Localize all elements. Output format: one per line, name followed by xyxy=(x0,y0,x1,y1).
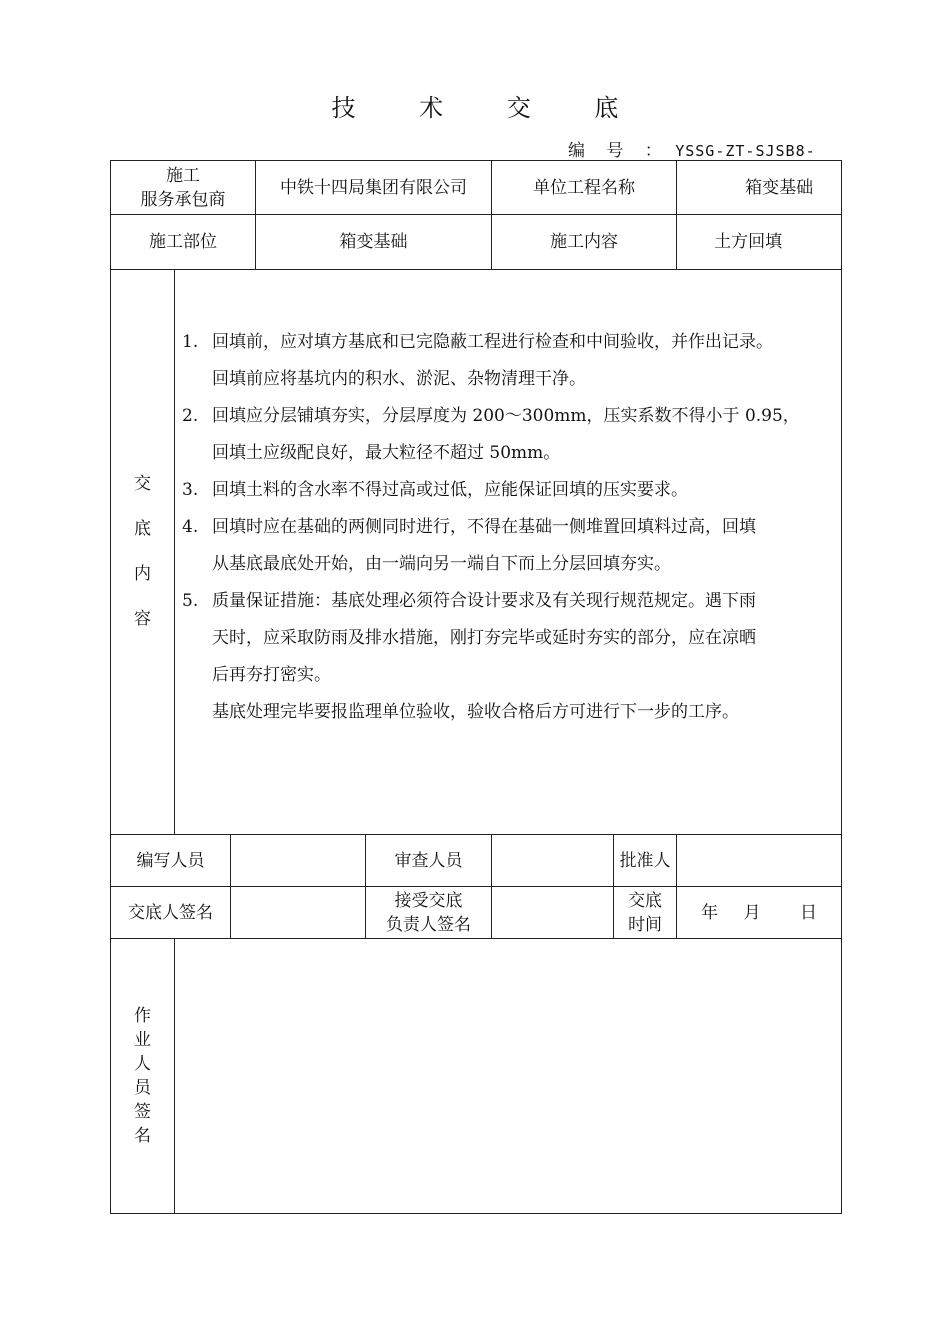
item-text: 天时，应采取防雨及排水措施，刚打夯完毕或延时夯实的部分，应在凉晒 xyxy=(212,628,756,648)
item-number: 1. xyxy=(182,332,199,352)
contractor-label-line1: 施工 xyxy=(166,165,201,186)
date-month: 月 xyxy=(743,902,761,923)
document-number-label: 编 号 ： xyxy=(568,141,670,161)
workers-signature-area[interactable] xyxy=(175,939,842,1214)
workers-label-char: 名 xyxy=(134,1126,151,1146)
disclosure-label xyxy=(133,462,153,642)
disclosure-date-field[interactable] xyxy=(677,887,842,939)
content-value: 土方回填 xyxy=(677,215,842,270)
location-label: 施工部位 xyxy=(111,215,256,270)
reviewer-label: 审查人员 xyxy=(366,835,492,887)
disclosure-form-table xyxy=(110,160,842,1214)
disclosure-label-char: 交 xyxy=(134,474,151,494)
item-text: 回填前，应对填方基底和已完隐蔽工程进行检查和中间验收，并作出记录。 xyxy=(212,332,773,352)
receiver-label-line2: 负责人签名 xyxy=(386,914,472,935)
disclosure-items xyxy=(175,324,841,731)
unit-project-label: 单位工程名称 xyxy=(492,161,677,215)
time-label-cell xyxy=(614,887,677,939)
workers-label-char: 作 xyxy=(134,1006,151,1026)
disclosure-content-cell xyxy=(175,270,842,835)
workers-label-char: 员 xyxy=(134,1078,151,1098)
disclosure-item-continuation xyxy=(175,620,841,657)
disclosure-item xyxy=(175,583,841,620)
item-number: 5. xyxy=(182,591,199,611)
item-text: 回填前应将基坑内的积水、淤泥、杂物清理干净。 xyxy=(212,369,586,389)
content-label: 施工内容 xyxy=(492,215,677,270)
disclosure-label-cell xyxy=(111,270,175,835)
approver-label: 批准人 xyxy=(614,835,677,887)
disclosure-label-char: 容 xyxy=(134,609,151,629)
item-text: 回填时应在基础的两侧同时进行，不得在基础一侧堆置回填料过高，回填 xyxy=(212,517,756,537)
location-value: 箱变基础 xyxy=(256,215,492,270)
receiver-label-cell xyxy=(366,887,492,939)
approver-signature-field[interactable] xyxy=(677,835,842,887)
receiver-signature-field[interactable] xyxy=(492,887,614,939)
item-text: 从基底最底处开始，由一端向另一端自下而上分层回填夯实。 xyxy=(212,554,671,574)
disclosure-item-continuation xyxy=(175,361,841,398)
reviewer-signature-field[interactable] xyxy=(492,835,614,887)
disclosure-item-continuation xyxy=(175,694,841,731)
unit-project-value: 箱变基础 xyxy=(677,161,842,215)
date-year: 年 xyxy=(701,902,719,923)
workers-label-char: 业 xyxy=(134,1030,151,1050)
contractor-value: 中铁十四局集团有限公司 xyxy=(256,161,492,215)
item-text: 回填应分层铺填夯实，分层厚度为 200～300mm，压实系数不得小于 0.95， xyxy=(212,406,800,426)
discloser-signature-field[interactable] xyxy=(231,887,366,939)
item-number: 3. xyxy=(182,480,199,500)
writer-signature-field[interactable] xyxy=(231,835,366,887)
item-text: 回填土料的含水率不得过高或过低，应能保证回填的压实要求。 xyxy=(212,480,688,500)
contractor-label-cell xyxy=(111,161,256,215)
document-title: 技 术 交 底 xyxy=(331,94,647,122)
disclosure-label-char: 底 xyxy=(134,519,151,539)
disclosure-item xyxy=(175,324,841,361)
disclosure-item-continuation xyxy=(175,657,841,694)
time-label-line1: 交底 xyxy=(628,890,663,911)
contractor-label-line2: 服务承包商 xyxy=(140,189,226,210)
item-text: 基底处理完毕要报监理单位验收，验收合格后方可进行下一步的工序。 xyxy=(212,702,739,722)
discloser-label: 交底人签名 xyxy=(111,887,231,939)
workers-label-char: 签 xyxy=(134,1102,151,1122)
date-day: 日 xyxy=(799,902,817,923)
workers-label xyxy=(133,1004,153,1148)
workers-label-char: 人 xyxy=(134,1054,151,1074)
document-number xyxy=(568,136,816,161)
document-number-value: YSSG-ZT-SJSB8- xyxy=(675,142,816,160)
disclosure-item xyxy=(175,398,841,435)
writer-label: 编写人员 xyxy=(111,835,231,887)
disclosure-item-continuation xyxy=(175,435,841,472)
receiver-label-line1: 接受交底 xyxy=(394,890,463,911)
item-text: 回填土应级配良好，最大粒径不超过 50mm。 xyxy=(212,443,561,463)
item-text: 后再夯打密实。 xyxy=(212,665,331,685)
disclosure-item-continuation xyxy=(175,546,841,583)
item-text: 质量保证措施：基底处理必须符合设计要求及有关现行规范规定。遇下雨 xyxy=(212,591,756,611)
workers-label-cell xyxy=(111,939,175,1214)
disclosure-label-char: 内 xyxy=(134,564,151,584)
disclosure-item xyxy=(175,472,841,509)
disclosure-item xyxy=(175,509,841,546)
item-number: 2. xyxy=(182,406,199,426)
time-label-line2: 时间 xyxy=(628,914,663,935)
item-number: 4. xyxy=(182,517,199,537)
